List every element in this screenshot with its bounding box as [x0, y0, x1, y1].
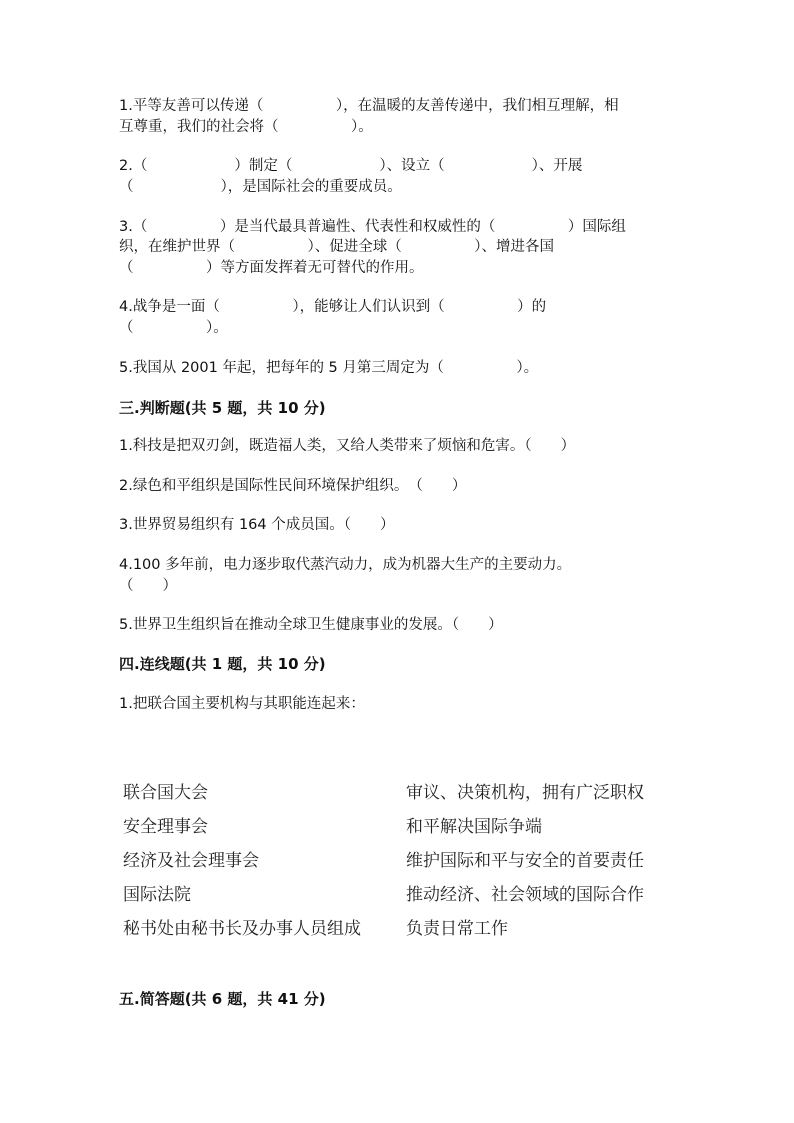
fill-blank-q4-line2: （ ）。 [119, 320, 228, 336]
match-right-item: 审议、决策机构，拥有广泛职权 [406, 783, 644, 803]
match-left-item: 联合国大会 [123, 783, 208, 803]
judge-q4-line2: （ ） [119, 578, 177, 594]
section5-heading: 五.简答题(共 6 题，共 41 分) [119, 990, 326, 1008]
match-right-item: 维护国际和平与安全的首要责任 [406, 851, 644, 871]
match-right-item: 和平解决国际争端 [406, 817, 542, 837]
fill-blank-q2-line2: （ ），是国际社会的重要成员。 [119, 179, 402, 195]
match-left-item: 国际法院 [123, 885, 191, 905]
judge-q2: 2.绿色和平组织是国际性民间环境保护组织。 （ ） [119, 478, 467, 494]
fill-blank-q5-line1: 5.我国从 2001 年起，把每年的 5 月第三周定为（ ）。 [119, 360, 539, 376]
section3-heading: 三.判断题(共 5 题，共 10 分) [119, 399, 326, 417]
fill-blank-q3-line3: （ ）等方面发挥着无可替代的作用。 [119, 260, 424, 276]
fill-blank-q4-line1: 4.战争是一面（ ），能够让人们认识到（ ）的 [119, 299, 547, 315]
fill-blank-q1-line1: 1.平等友善可以传递（ ），在温暖的友善传递中，我们相互理解，相 [119, 98, 619, 114]
fill-blank-q3-line2: 织，在维护世界（ ）、促进全球（ ）、增进各国 [119, 239, 554, 255]
match-right-item: 负责日常工作 [406, 919, 508, 939]
section4-heading: 四.连线题(共 1 题，共 10 分) [119, 655, 326, 673]
match-left-item: 经济及社会理事会 [123, 851, 259, 871]
matching-question: 1.把联合国主要机构与其职能连起来： [119, 696, 365, 712]
judge-q4-line1: 4.100 多年前，电力逐步取代蒸汽动力，成为机器大生产的主要动力。 [119, 557, 572, 573]
match-left-item: 秘书处由秘书长及办事人员组成 [123, 919, 361, 939]
judge-q3: 3.世界贸易组织有 164 个成员国。（ ） [119, 517, 395, 533]
match-left-item: 安全理事会 [123, 817, 208, 837]
judge-q1: 1.科技是把双刃剑，既造福人类，又给人类带来了烦恼和危害。（ ） [119, 438, 576, 454]
match-right-item: 推动经济、社会领域的国际合作 [406, 885, 644, 905]
judge-q5: 5.世界卫生组织旨在推动全球卫生健康事业的发展。（ ） [119, 617, 503, 633]
fill-blank-q2-line1: 2.（ ）制定（ ）、设立（ ）、开展 [119, 158, 583, 174]
fill-blank-q3-line1: 3.（ ）是当代最具普遍性、代表性和权威性的（ ）国际组 [119, 219, 626, 235]
fill-blank-q1-line2: 互尊重，我们的社会将（ ）。 [119, 119, 373, 135]
